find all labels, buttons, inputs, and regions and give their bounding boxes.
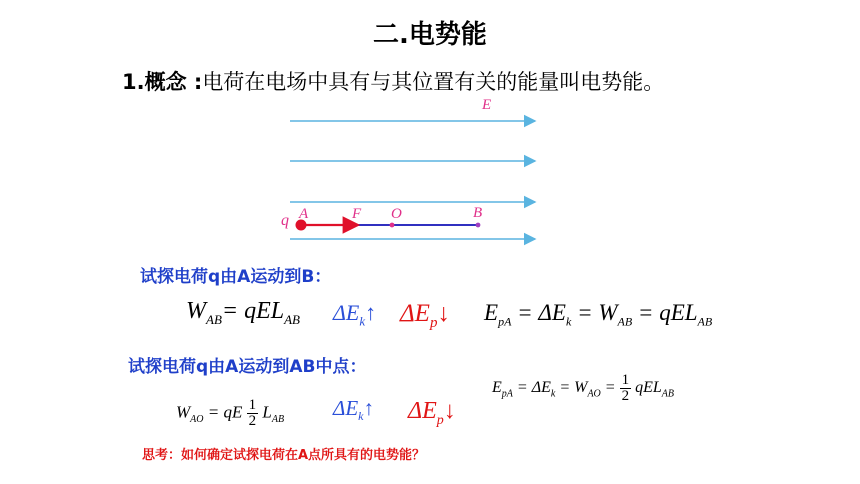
charge-label: q	[281, 212, 289, 229]
point-o-dot	[390, 223, 395, 228]
concept-definition: 电荷在电场中具有与其位置有关的能量叫电势能。	[202, 70, 665, 94]
concept-term: 概念	[144, 70, 187, 94]
electric-field-diagram	[270, 92, 570, 252]
arrow-up-icon: ↑	[365, 300, 377, 325]
arrow-down-icon: ↓	[437, 300, 450, 327]
case1-label: 试探电荷q由A运动到B：	[140, 267, 332, 287]
arrow-down-icon: ↓	[443, 398, 456, 424]
point-b-dot	[476, 223, 481, 228]
case1-potential-change: $\Delta E_p↓$	[400, 300, 450, 331]
arrow-up-icon: ↑	[363, 396, 374, 420]
case2-label: 试探电荷q由A运动到AB中点：	[128, 357, 367, 377]
fraction-half: $\frac{1}{2}$	[248, 397, 257, 429]
point-o-label: O	[391, 206, 402, 222]
fraction-half-2: $\frac{1}{2}$	[621, 372, 630, 404]
concept-number: 1.	[122, 70, 145, 94]
point-a-label: A	[299, 206, 309, 222]
case2-work-equation: $W_{AO}$ = qE $\frac{1}{2}$ $L_{AB}$	[176, 397, 285, 429]
think-question: 思考：如何确定试探电荷在A点所具有的电势能？	[142, 448, 426, 463]
section-heading: 二.电势能	[373, 20, 487, 50]
concept-separator: :	[186, 70, 203, 94]
case1-work-equation: $W_{AB}= qEL_{AB}$	[186, 298, 300, 327]
force-label: F	[352, 206, 362, 222]
case1-kinetic-change: $\Delta E_k↑$	[333, 300, 377, 329]
case2-energy-equation: $E_{pA} = \Delta E_k = W_{AO}$ = $\frac{1}{2}$ qEL$_{AB}$	[492, 372, 674, 404]
point-b-label: B	[473, 205, 483, 221]
case1-energy-equation: $E_{pA} = \Delta E_k = W_{AB} = qEL_{AB}$	[484, 300, 713, 329]
case2-potential-change: $\Delta E_p↓$	[408, 398, 456, 428]
case2-kinetic-change: $\Delta E_k↑$	[333, 396, 374, 424]
field-label: E	[482, 97, 492, 113]
